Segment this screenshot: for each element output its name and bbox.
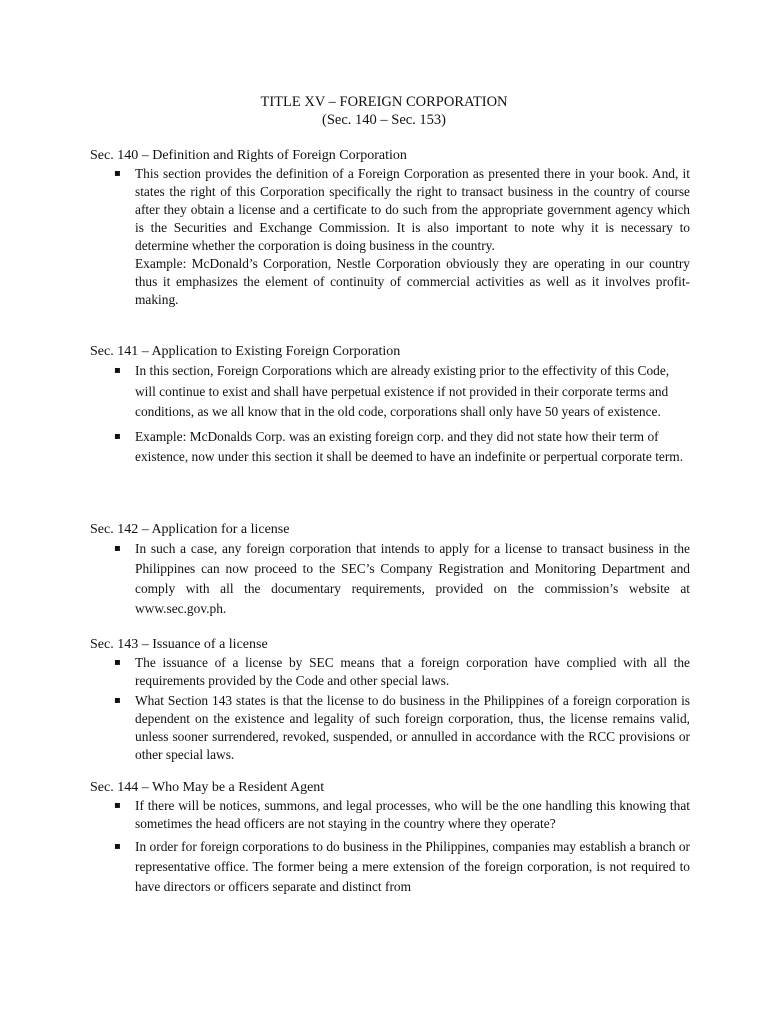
bullet-item bbox=[90, 427, 690, 468]
bullet-item bbox=[90, 797, 690, 833]
bullet-text: In order for foreign corporations to do business in the Philippines, companies may establish a branch or representative office. The former being a mere extension of the foreign corporation, is not required to have directors or officers separate and distinct from bbox=[135, 839, 690, 894]
section-heading: Sec. 141 – Application to Existing Foreign Corporation bbox=[90, 344, 401, 359]
bullet-list bbox=[90, 361, 690, 468]
section-143 bbox=[90, 636, 690, 764]
document-title: TITLE XV – FOREIGN CORPORATION bbox=[260, 94, 508, 110]
bullet-item bbox=[90, 692, 690, 764]
section-140 bbox=[90, 147, 690, 309]
bullet-text: This section provides the definition of a Foreign Corporation as presented there in your book. And, it states the right of this Corporation specifically the right to transact business in the country of course after they obtain a license and a certificate to do such from the appropriate government agency which is the Securities and Exchange Commission. It is also important to note why it is necessary to determine whether the corporation is doing business in the country. bbox=[135, 166, 690, 253]
bullet-list bbox=[90, 654, 690, 764]
document-subtitle: (Sec. 140 – Sec. 153) bbox=[321, 112, 447, 128]
bullet-list bbox=[90, 539, 690, 619]
section-142 bbox=[90, 521, 690, 619]
section-141 bbox=[90, 343, 690, 468]
bullet-item bbox=[90, 165, 690, 309]
example-text: Example: McDonald’s Corporation, Nestle Corporation obviously they are operating in our country thus it emphasizes the element of continuity of commercial activities as well as it involves profit-making. bbox=[135, 256, 690, 307]
section-144 bbox=[90, 779, 690, 897]
bullet-text: What Section 143 states is that the license to do business in the Philippines of a foreign corporation is dependent on the existence and legality of such foreign corporation, thus, the license remains valid, unless sooner surrendered, revoked, suspended, or annulled in accordance with the RCC provisions or other special laws. bbox=[135, 693, 690, 762]
bullet-item bbox=[90, 539, 690, 619]
bullet-text: The issuance of a license by SEC means that a foreign corporation have complied with all the requirements provided by the Code and other special laws. bbox=[135, 655, 690, 688]
bullet-text: If there will be notices, summons, and legal processes, who will be the one handling this knowing that sometimes the head officers are not staying in the country where they operate? bbox=[135, 798, 690, 831]
bullet-item bbox=[90, 837, 690, 897]
bullet-text: In this section, Foreign Corporations which are already existing prior to the effectivity of this Code, will continue to exist and shall have perpetual existence if not provided in their corporate terms and conditions, as we all know that in the old code, corporations shall only have 50 years of existence. bbox=[135, 363, 670, 419]
section-heading: Sec. 140 – Definition and Rights of Foreign Corporation bbox=[90, 148, 407, 163]
bullet-item bbox=[90, 654, 690, 690]
bullet-list bbox=[90, 797, 690, 897]
section-heading: Sec. 143 – Issuance of a license bbox=[90, 637, 268, 652]
section-heading: Sec. 144 – Who May be a Resident Agent bbox=[90, 780, 325, 795]
bullet-list bbox=[90, 165, 690, 309]
section-heading: Sec. 142 – Application for a license bbox=[90, 522, 290, 537]
bullet-text: Example: McDonalds Corp. was an existing foreign corp. and they did not state how their term of existence, now under this section it shall be deemed to have an indefinite or perpertual corporate term. bbox=[135, 428, 684, 464]
bullet-text: In such a case, any foreign corporation that intends to apply for a license to transact business in the Philippines can now proceed to the SEC’s Company Registration and Monitoring Department and comply with all the documentary requirements, provided on the commission’s website at www.sec.gov.ph. bbox=[135, 541, 690, 616]
bullet-item bbox=[90, 361, 690, 423]
